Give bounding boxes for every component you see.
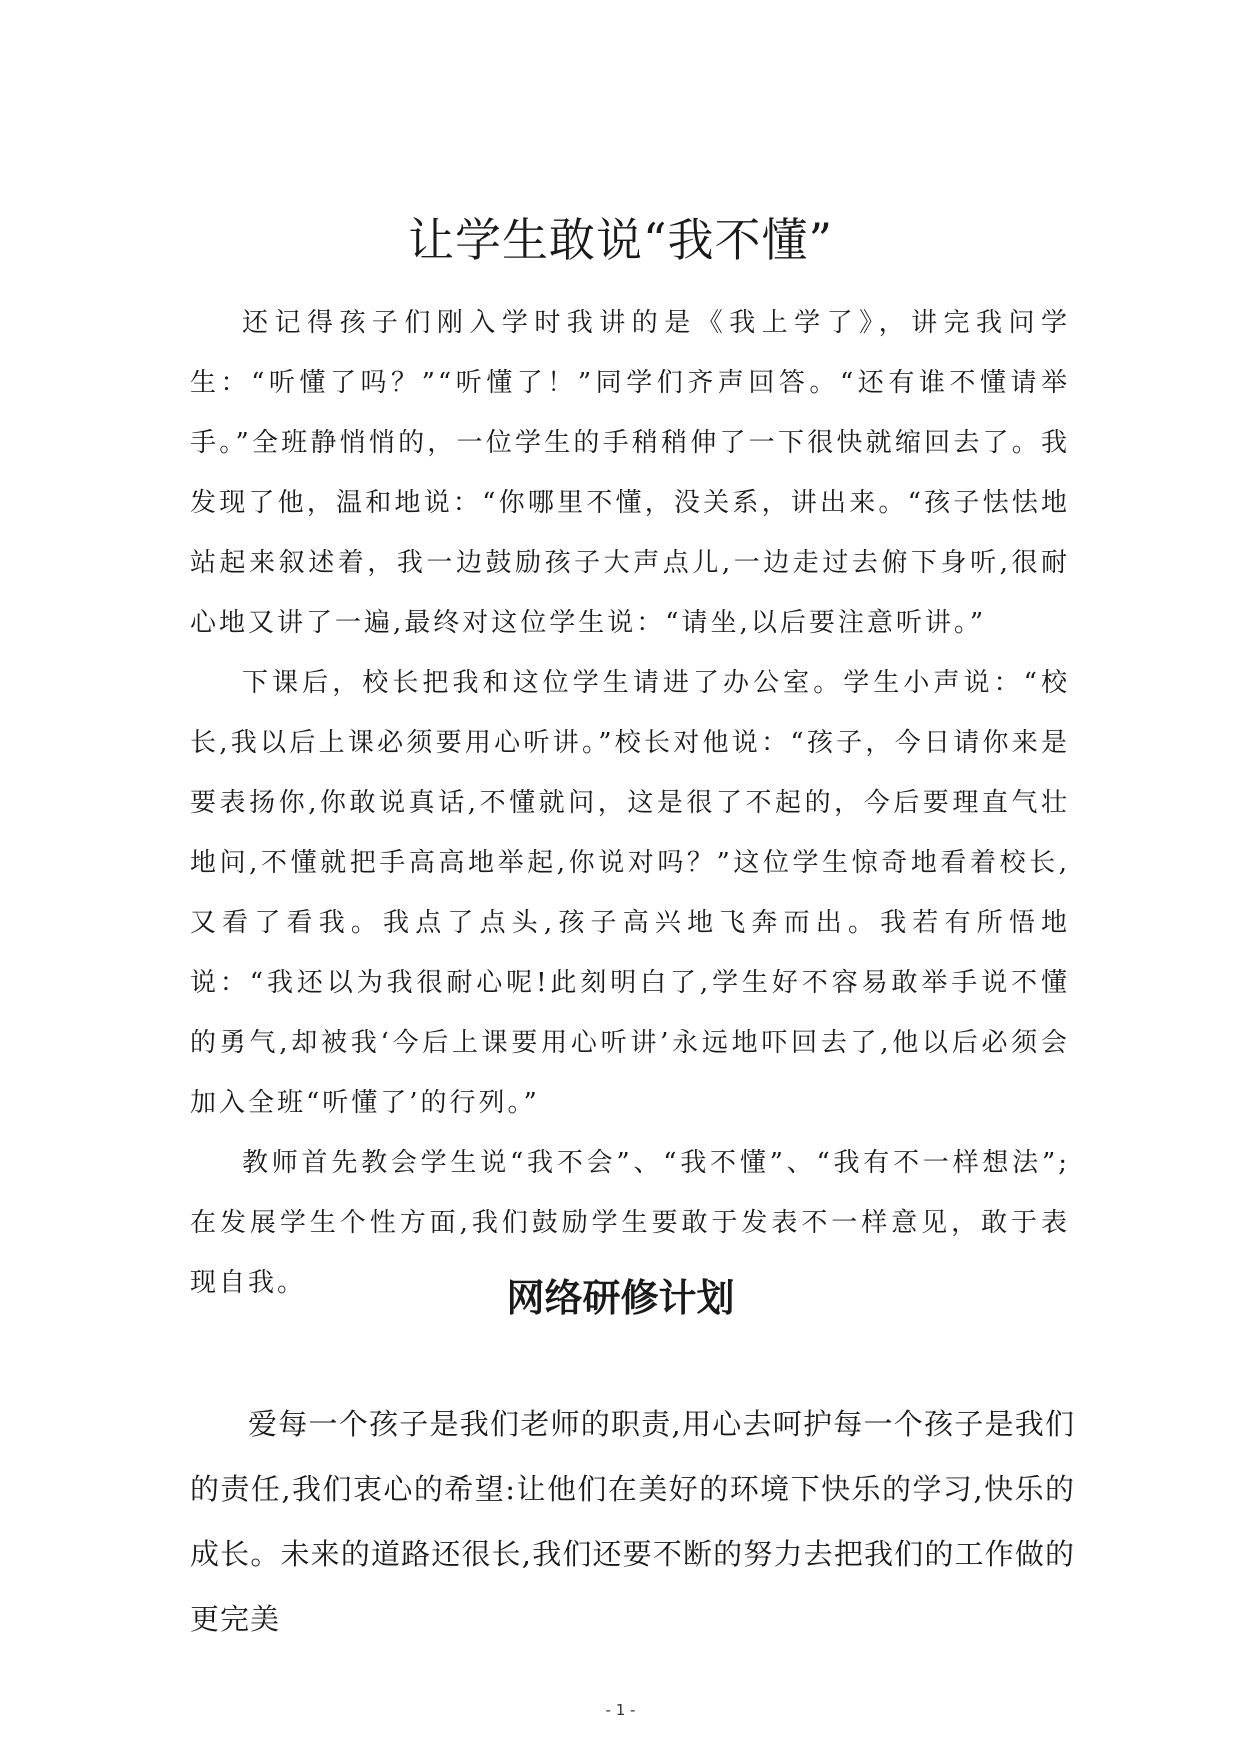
plan-body: [190, 1392, 1075, 1652]
plan-paragraph: 爱每一个孩子是我们老师的职责,用心去呵护每一个孩子是我们的责任,我们衷心的希望:让他们在美好的环境下快乐的学习,快乐的成长。未来的道路还很长,我们还要不断的努力去把我们的工作做的更完美: [190, 1407, 1075, 1636]
essay-paragraph-1: 还记得孩子们刚入学时我讲的是《我上学了》，讲完我问学生：“听懂了吗？”“听懂了！”同学们齐声回答。“还有谁不懂请举手。”全班静悄悄的，一位学生的手稍稍伸了一下很快就缩回去了。我发现了他，温和地说：“你哪里不懂，没关系，讲出来。“孩子怯怯地站起来叙述着，我一边鼓励孩子大声点儿,一边走过去俯下身听,很耐心地又讲了一遍,最终对这位学生说：“请坐,以后要注意听讲。”: [190, 308, 1070, 638]
essay-body: [190, 293, 1070, 1313]
section-title: 网络研修计划: [506, 1276, 735, 1320]
page-number: - 1 -: [605, 1701, 636, 1719]
essay-paragraph-3: 教师首先教会学生说“我不会”、“我不懂”、“我有不一样想法”;在发展学生个性方面,我们鼓励学生要敢于发表不一样意见，敢于表现自我。: [190, 1148, 1070, 1298]
essay-title: 让学生敢说“我不懂”: [407, 213, 834, 267]
essay-paragraph-2: 下课后，校长把我和这位学生请进了办公室。学生小声说：“校长,我以后上课必须要用心听讲。”校长对他说：“孩子，今日请你来是要表扬你,你敢说真话,不懂就问，这是很了不起的，今后要理直气壮地问,不懂就把手高高地举起,你说对吗？”这位学生惊奇地看着校长,又看了看我。我点了点头,孩子高兴地飞奔而出。我若有所悟地说：“我还以为我很耐心呢!此刻明白了,学生好不容易敢举手说不懂的勇气,却被我‘今后上课要用心听讲’永远地吓回去了,他以后必须会加入全班“听懂了’的行列。”: [190, 668, 1070, 1118]
